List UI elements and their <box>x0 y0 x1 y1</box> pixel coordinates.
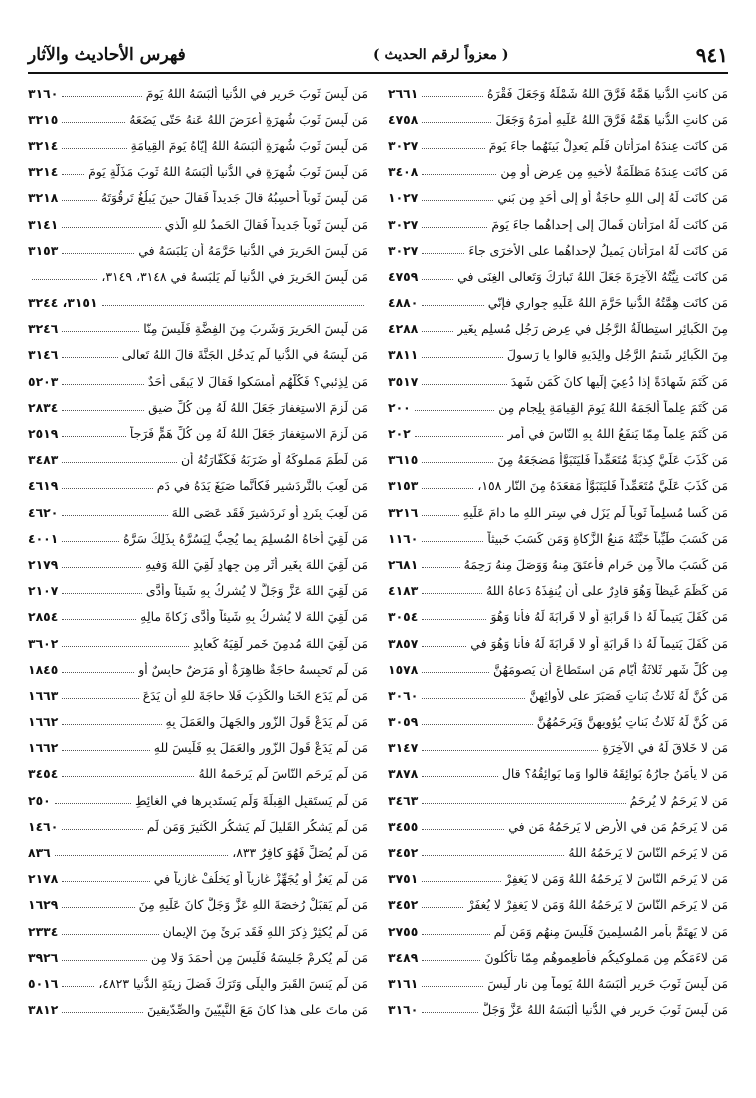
index-entry <box>28 866 368 892</box>
hadith-number: ٤٦٢٠ <box>28 504 59 520</box>
leader-dots <box>62 1012 143 1013</box>
leader-dots <box>62 357 117 358</box>
entry-text: مَن كانَت لَهُ امرَأتانِ فَمالَ إلى إحداهُما جاءَ يَومَ <box>491 216 728 232</box>
entry-text: مَن لا يَرحَمُ مَن في الأرضِ لا يَرحَمُهُ مَن في <box>508 818 728 834</box>
hadith-number: ٣٤٨٩ <box>388 949 419 965</box>
index-entry <box>28 682 368 708</box>
entry-text: مَن لَم يَنسَ القَبرَ والبِلَى وَتَرَكَ فَضلَ زينَةِ الدُّنيا ٤٨٢٣، <box>98 975 368 991</box>
leader-dots <box>415 436 504 437</box>
entry-text: مَن كَفَلَ يَتيماً لَهُ ذا قَرابَةٍ أو لا قَرابَةَ لَهُ فأنا وَهُوَ في <box>470 635 728 651</box>
entry-text: مَن لا يَرحَمِ النّاسَ لا يَرحَمُهُ اللهُ وَمَن لا يَغفِرْ لا يُغفَرْ <box>467 897 728 913</box>
index-entry <box>388 80 728 106</box>
index-entry <box>28 918 368 944</box>
index-entry <box>28 447 368 473</box>
index-entry <box>28 159 368 185</box>
index-entry <box>28 368 368 394</box>
leader-dots <box>62 462 177 463</box>
hadith-number: ٤٦١٩ <box>28 478 59 494</box>
index-entry <box>388 918 728 944</box>
hadith-number: ٢٣٣٤ <box>28 923 59 939</box>
leader-dots <box>62 672 134 673</box>
hadith-number: ٣١٦١ <box>388 975 419 991</box>
index-entry <box>388 499 728 525</box>
entry-text: مِنَ الكَبائِرِ استِطالَةُ الرَّجُلِ في عِرضِ رَجُلٍ مُسلِمٍ بِغَيرِ <box>457 321 728 337</box>
hadith-number: ٣٠٥٩ <box>388 714 419 730</box>
index-entry <box>388 420 728 446</box>
hadith-number: ٣٢١٨ <box>28 190 59 206</box>
leader-dots <box>62 488 152 489</box>
leader-dots <box>422 698 525 699</box>
leader-dots <box>422 122 491 123</box>
hadith-number: ٢٧٥٥ <box>388 923 419 939</box>
entry-text: مَن لَقِيَ اللهَ عَزَّ وَجَلَّ لا يُشرِكُ بِهِ شَيئاً وأدَّى <box>145 583 368 599</box>
hadith-number: ٢٦٨١ <box>388 556 419 572</box>
leader-dots <box>62 619 136 620</box>
entry-text: مَن لَعِبَ بِنَردٍ أو نَردَشيرَ فَقَد عَصَى اللهَ <box>171 504 368 520</box>
leader-dots <box>62 698 138 699</box>
entry-text: مَن لَبِسَ ثَوبَ شُهرَةٍ أعرَضَ اللهُ عَنهُ حَتّى يَضَعَهُ <box>129 111 368 127</box>
entry-text: مَن كَتَمَ عِلماً ألجَمَهُ اللهُ يَومَ القِيامَةِ بِلِجامٍ مِن <box>498 399 728 415</box>
index-entry <box>388 578 728 604</box>
hadith-number: ٣٦٠٢ <box>28 635 59 651</box>
entry-text: مَن لَم يُكثِرْ ذِكرَ اللهِ فَقَد بَرِئَ مِنَ الإيمانِ <box>162 923 368 939</box>
entry-text: مَن لَبِسَ الحَريرَ في الدُّنيا لَم يَلبَسهُ في ٣١٤٨، ٣١٤٩، <box>101 268 368 284</box>
leader-dots <box>422 960 480 961</box>
entry-text: مَن كَتَمَ عِلماً مِمّا يَنفَعُ اللهُ بِهِ النّاسَ في أمرِ <box>507 426 728 442</box>
hadith-number: ٢١٧٨ <box>28 871 59 887</box>
hadith-number: ٣١٥٣ <box>28 242 59 258</box>
hadith-number: ١٨٤٥ <box>28 661 59 677</box>
leader-dots <box>415 410 495 411</box>
hadith-number: ١٠٢٧ <box>388 190 419 206</box>
entry-text: مَن لَم يَدَعْ قَولَ الزّورِ والجَهلَ والعَمَلَ بِهِ <box>165 714 368 730</box>
index-entry <box>388 525 728 551</box>
leader-dots <box>422 96 483 97</box>
entry-text: مَن لَم يُكرِمْ جَليسَهُ فَلَيسَ مِن أحمَدَ وَلا مِن <box>150 949 368 965</box>
hadith-number: ٢٦٦١ <box>388 85 419 101</box>
hadith-number: ٣٨١١ <box>388 347 419 363</box>
entry-text: مَن لَبِسَ ثَوباً جَديداً فَقالَ الحَمدُ للهِ الّذي <box>164 216 368 232</box>
leader-dots <box>62 829 143 830</box>
index-entry <box>388 237 728 263</box>
leader-dots <box>422 672 489 673</box>
entry-text: مَن لَبِسَ ثَوبَ حَريرٍ ألبَسَهُ اللهُ يَوماً مِن نارٍ لَيسَ <box>487 975 728 991</box>
leader-dots <box>422 357 503 358</box>
index-entry <box>388 813 728 839</box>
leader-dots <box>62 724 161 725</box>
entry-text: مَن لَم يَقبَلْ رُخصَةَ اللهِ عَزَّ وَجَلَّ كانَ عَلَيهِ مِنَ <box>138 897 368 913</box>
entry-text: مَن لَم يَغزُ أو يُجَهِّزْ غازياً أو يَخلُفْ غازياً في <box>153 871 368 887</box>
hadith-number: ٣٤٥٢ <box>388 897 419 913</box>
index-entry <box>28 473 368 499</box>
leader-dots <box>55 855 228 856</box>
hadith-number: ٣٨٧٨ <box>388 766 419 782</box>
index-entry <box>388 368 728 394</box>
hadith-number: ٥٢٠٣ <box>28 373 59 389</box>
hadith-number: ٣٤٠٨ <box>388 164 419 180</box>
leader-dots <box>422 934 489 935</box>
entry-text: مَن لَم تَحبِسهُ حاجَةٌ ظاهِرَةٌ أو مَرَضٌ حابِسٌ أو <box>138 661 368 677</box>
hadith-number: ٣٢١٤ <box>28 137 59 153</box>
index-entry <box>28 420 368 446</box>
running-title: فهرس الأحاديث والآثار <box>28 45 186 65</box>
index-entry <box>388 709 728 735</box>
leader-dots <box>422 305 483 306</box>
index-entry <box>388 394 728 420</box>
entry-text: مَن كَذَبَ عَلَيَّ مُتَعَمِّداً فَليَتَبَوَّأ مَقعَدَهُ مِنَ النّارِ ١٥٨، <box>477 478 728 494</box>
index-entry <box>388 263 728 289</box>
entry-text: مَن لَبِسَ الحَريرَ وَشَرِبَ مِنَ الفِضَّةِ فَلَيسَ مِنّا <box>143 321 368 337</box>
index-entry <box>388 761 728 787</box>
index-entry <box>28 892 368 918</box>
index-entry <box>388 447 728 473</box>
page-header <box>28 40 728 70</box>
hadith-number: ٢٨٥٤ <box>28 609 59 625</box>
leader-dots <box>55 803 131 804</box>
hadith-number: ٣٤٥٥ <box>388 818 419 834</box>
entry-text: مَن لَم يَدَعْ قَولَ الزّورِ والعَمَلَ بِهِ فَلَيسَ للهِ <box>153 740 368 756</box>
leader-dots <box>422 200 493 201</box>
entry-text: مَن ماتَ على هذا كانَ مَعَ النَّبِيّينَ والصِّدّيقينَ <box>147 1002 368 1018</box>
hadith-number: ١٦٦٣ <box>28 687 59 703</box>
entry-text: مَن كانَت نِيَّتُهُ الآخِرَةَ جَعَلَ اللهُ تَبارَكَ وَتَعالى الغِنَى في <box>457 268 728 284</box>
index-entry <box>388 342 728 368</box>
entry-text: مَن لَزِمَ الاستِغفارَ جَعَلَ اللهُ لَهُ مِن كُلِّ ضيقٍ <box>148 399 368 415</box>
index-entry <box>28 578 368 604</box>
hadith-number: ٣١٥١، ٣٢٤٤ <box>28 295 98 311</box>
leader-dots <box>422 829 504 830</box>
index-entry <box>28 211 368 237</box>
hadith-number: ٤٧٥٩ <box>388 268 419 284</box>
entry-text: مَن لَبِسَ الحَريرَ في الدُّنيا حَرَّمَهُ أن يَلبَسَهُ في <box>138 242 368 258</box>
hadith-number: ٣٥١٧ <box>388 373 419 389</box>
hadith-number: ٣٠٢٧ <box>388 137 419 153</box>
leader-dots <box>62 750 150 751</box>
entry-text: مِن كُلِّ شَهرٍ ثَلاثَةُ أيّامٍ مَنِ استَطاعَ أن يَصومَهُنَّ <box>493 661 728 677</box>
leader-dots <box>62 410 144 411</box>
hadith-number: ١١٦٠ <box>388 530 419 546</box>
left-column <box>28 80 378 1080</box>
index-entry <box>388 682 728 708</box>
hadith-number: ٣١٦٠ <box>388 1002 419 1018</box>
index-entry <box>388 630 728 656</box>
leader-dots <box>62 934 158 935</box>
entry-text: مَن لا خَلاقَ لَهُ في الآخِرَةِ <box>602 740 728 756</box>
hadith-number: ٢٠٢ <box>388 426 411 442</box>
index-entry <box>388 866 728 892</box>
index-entry <box>28 106 368 132</box>
entry-text: مَن لا يَرحَمُ لا يُرحَمُ <box>629 792 728 808</box>
index-entry <box>388 473 728 499</box>
entry-text: مَن كانَت لَهُ إلى اللهِ حاجَةٌ أو إلى أحَدٍ مِن بَني <box>497 190 728 206</box>
leader-dots <box>62 960 147 961</box>
entry-text: مَن كانتِ الدُّنيا هَمَّهُ فَرَّقَ اللهُ عَلَيهِ أمرَهُ وَجَعَلَ <box>495 111 728 127</box>
index-entry <box>28 80 368 106</box>
leader-dots <box>422 567 459 568</box>
hadith-number: ٣٤٨٣ <box>28 452 59 468</box>
hadith-number: ٣٠٢٧ <box>388 242 419 258</box>
hadith-number: ٣١٤٧ <box>388 740 419 756</box>
hadith-number: ٣٤٥٤ <box>28 766 59 782</box>
index-entry <box>28 499 368 525</box>
index-entry <box>388 316 728 342</box>
leader-dots <box>422 646 466 647</box>
hadith-number: ١٦٢٩ <box>28 897 59 913</box>
index-entry <box>388 735 728 761</box>
hadith-number: ٣٨١٢ <box>28 1002 59 1018</box>
entry-text: مَن لا يَهتَمَّ بأمرِ المُسلِمينَ فَلَيسَ مِنهُم وَمَن لَم <box>493 923 728 939</box>
leader-dots <box>62 776 194 777</box>
entry-text: مَن لَم يَشكُرِ القَليلَ لَم يَشكُرِ الكَثيرَ وَمَن لَم <box>146 818 368 834</box>
entry-text: مَن لَم يَرحَمِ النّاسَ لَم يَرحَمهُ اللهُ <box>198 766 368 782</box>
entry-text: مَن لا يأمَنُ جارُهُ بَوائِقَهُ قالوا وَما بَوائِقُهُ؟ قال <box>501 766 728 782</box>
entry-text: مَن لَقِيَ اللهَ بِغَيرِ أثَرٍ مِن جِهادٍ لَقِيَ اللهَ وَفيهِ <box>145 556 368 572</box>
hadith-number: ٣١٤٦ <box>28 347 59 363</box>
hadith-number: ٤٢٨٨ <box>388 321 419 337</box>
index-entry <box>28 813 368 839</box>
leader-dots <box>422 750 598 751</box>
hadith-number: ٢١٠٧ <box>28 583 59 599</box>
entry-text: مَن كانَت عِندَهُ امرَأتانِ فَلَم يَعدِلْ بَينَهُما جاءَ يَومَ <box>488 137 728 153</box>
index-entry <box>388 997 728 1023</box>
leader-dots <box>62 646 189 647</box>
entry-text: مَن لَبِسَ ثَوبَ شُهرَةٍ ألبَسَهُ اللهُ إيّاهُ يَومَ القِيامَةِ <box>130 137 368 153</box>
entry-text: مَن كُنَّ لَهُ ثَلاثُ بَناتٍ فَصَبَرَ على لأوائِهِنَّ <box>529 687 728 703</box>
index-entry <box>28 551 368 577</box>
leader-dots <box>62 541 119 542</box>
index-entry <box>388 944 728 970</box>
leader-dots <box>62 593 142 594</box>
leader-dots <box>422 253 464 254</box>
leader-dots <box>62 148 126 149</box>
entry-text: مَن كَظَمَ غَيظاً وَهُوَ قادِرٌ على أن يُنفِذَهُ دَعاهُ اللهُ <box>485 583 728 599</box>
entry-text: مَن كَذَبَ عَلَيَّ كِذبَةً مُتَعَمِّداً فَليَتَبَوَّأ مَضجَعَهُ مِنَ <box>497 452 728 468</box>
entry-text: مَن لا يَرحَمِ النّاسَ لا يَرحَمُهُ اللهُ وَمَن لا يَغفِرْ <box>504 871 728 887</box>
entry-text: مَن لَم يَدَعِ الخَنا والكَذِبَ فَلا حاجَةَ للهِ أن يَدَعَ <box>142 687 368 703</box>
leader-dots <box>62 96 141 97</box>
index-entry <box>388 185 728 211</box>
hadith-number: ٥٠١٦ <box>28 975 59 991</box>
hadith-number: ٤٠٠١ <box>28 530 59 546</box>
leader-dots <box>102 305 364 306</box>
entry-text: مَن لَطَمَ مَملوكَهُ أو ضَرَبَهُ فَكَفّارَتُهُ أن <box>180 452 368 468</box>
entry-text: مَن لَم يَستَقبِلِ القِبلَةَ وَلَم يَستَدبِرها في الغائِطِ <box>134 792 368 808</box>
index-entry <box>28 970 368 996</box>
hadith-number: ٢١٧٩ <box>28 556 59 572</box>
running-subtitle: ( معزواً لرقم الحديث ) <box>372 47 509 63</box>
leader-dots <box>422 227 487 228</box>
index-entry <box>28 263 368 289</box>
right-column <box>378 80 728 1080</box>
index-entry <box>28 394 368 420</box>
hadith-number: ٣٢٤٦ <box>28 321 59 337</box>
index-entry <box>28 132 368 158</box>
index-columns <box>28 80 728 1080</box>
hadith-number: ٣٢١٥ <box>28 111 59 127</box>
leader-dots <box>62 436 126 437</box>
entry-text: مَن كانَت عِندَهُ مَظلَمَةٌ لأخيهِ مِن عِرضٍ أو مِن <box>500 164 728 180</box>
leader-dots <box>62 331 139 332</box>
index-entry <box>28 185 368 211</box>
index-entry <box>388 132 728 158</box>
entry-text: مَن كَسا مُسلِماً ثَوباً لَم يَزَل في سِترِ اللهِ ما دامَ عَلَيهِ <box>462 504 728 520</box>
leader-dots <box>422 724 532 725</box>
index-entry <box>28 525 368 551</box>
leader-dots <box>62 122 125 123</box>
leader-dots <box>62 881 150 882</box>
index-entry <box>28 761 368 787</box>
leader-dots <box>62 515 167 516</box>
entry-text: مَن لَبِسَ ثَوبَ حَريرٍ في الدُّنيا ألبَسَهُ اللهُ يَومَ <box>145 85 368 101</box>
entry-text: مَن كانَت هِمَّتُهُ الدُّنيا حَرَّمَ اللهُ عَلَيهِ جِواري فإنّي <box>487 295 728 311</box>
leader-dots <box>422 174 496 175</box>
hadith-number: ٢٥١٩ <box>28 426 59 442</box>
entry-text: مَن كَسَبَ مالاً مِن حَرامٍ فأعتَقَ مِنهُ وَوَصَلَ مِنهُ رَحِمَهُ <box>463 556 728 572</box>
leader-dots <box>422 1012 478 1013</box>
hadith-number: ٣٤٥٢ <box>388 845 419 861</box>
page-number: ٩٤١ <box>695 43 728 67</box>
index-entry <box>28 997 368 1023</box>
index-entry <box>28 342 368 368</box>
hadith-number: ٣٢١٤ <box>28 164 59 180</box>
index-entry <box>388 106 728 132</box>
entry-text: مَن لَقِيَ اللهَ مُدمِنَ خَمرٍ لَقِيَهُ كَعابِدِ <box>193 635 368 651</box>
hadith-number: ٢٠٠ <box>388 399 411 415</box>
hadith-number: ١٥٧٨ <box>388 661 419 677</box>
index-entry <box>388 892 728 918</box>
index-entry <box>388 970 728 996</box>
leader-dots <box>62 907 134 908</box>
hadith-number: ١٦٦٢ <box>28 714 59 730</box>
hadith-number: ٣٨٥٧ <box>388 635 419 651</box>
hadith-number: ٣٧٥١ <box>388 871 419 887</box>
leader-dots <box>62 986 94 987</box>
index-entry <box>388 159 728 185</box>
leader-dots <box>422 881 501 882</box>
entry-text: مَن كَسَبَ طَيِّباً خَبَّثَهُ مَنعُ الزَّكاةِ وَمَن كَسَبَ خَبيثاً <box>487 530 728 546</box>
index-entry <box>28 709 368 735</box>
index-entry <box>28 787 368 813</box>
leader-dots <box>422 855 564 856</box>
entry-text: مَن لَبِسَهُ في الدُّنيا لَم يَدخُلِ الجَنَّةَ قالَ اللهُ تَعالى <box>121 347 368 363</box>
entry-text: مَن لَبِسَ ثَوباً أحسِبُهُ قالَ جَديداً فَقالَ حينَ يَبلُغُ تَرقُوَتَهُ <box>100 190 368 206</box>
hadith-number: ٣١٦٠ <box>28 85 59 101</box>
hadith-number: ٤٨٨٠ <box>388 295 419 311</box>
leader-dots <box>422 776 498 777</box>
entry-text: مَن كانَت لَهُ امرَأتانِ يَميلُ لإحداهُما على الأُخرَى جاءَ <box>468 242 728 258</box>
entry-text: مَن لا يَرحَمِ النّاسَ لا يَرحَمُهُ اللهُ <box>568 845 728 861</box>
index-entry <box>28 316 368 342</box>
leader-dots <box>422 331 453 332</box>
hadith-number: ٣١٥٣ <box>388 478 419 494</box>
entry-text: مَن لَزِمَ الاستِغفارَ جَعَلَ اللهُ لَهُ مِن كُلِّ هَمٍّ فَرَجاً <box>129 426 368 442</box>
hadith-number: ٤١٨٣ <box>388 583 419 599</box>
hadith-number: ٣٠٢٧ <box>388 216 419 232</box>
entry-text: مَن لَم يُصَلِّ فَهُوَ كافِرٌ ٨٣٣، <box>232 845 368 861</box>
index-entry <box>388 839 728 865</box>
leader-dots <box>32 279 97 280</box>
leader-dots <box>422 515 458 516</box>
leader-dots <box>422 541 483 542</box>
index-page <box>28 40 728 1080</box>
hadith-number: ١٦٦٢ <box>28 740 59 756</box>
hadith-number: ٤٧٥٨ <box>388 111 419 127</box>
leader-dots <box>422 907 463 908</box>
leader-dots <box>422 986 483 987</box>
index-entry <box>388 656 728 682</box>
leader-dots <box>62 384 144 385</box>
entry-text: مَن لَقِيَ اللهَ لا يُشرِكُ بِهِ شَيئاً وأدَّى زَكاةَ مالِهِ <box>140 609 368 625</box>
index-entry <box>28 735 368 761</box>
header-rule <box>28 72 728 74</box>
leader-dots <box>62 200 97 201</box>
entry-text: مَن لَقِيَ أخاهُ المُسلِمَ بِما يُحِبُّ لِيَسُرَّهُ بِذَلِكَ سَرَّهُ <box>123 530 368 546</box>
index-entry <box>28 839 368 865</box>
entry-text: مِنَ الكَبائِرِ شَتمُ الرَّجُلِ والِدَيهِ قالوا يا رَسولَ <box>506 347 728 363</box>
index-entry <box>28 290 368 316</box>
leader-dots <box>422 462 493 463</box>
leader-dots <box>422 593 482 594</box>
leader-dots <box>62 567 141 568</box>
index-entry <box>28 656 368 682</box>
entry-text: مَن كَتَمَ شَهادَةً إذا دُعِيَ إلَيها كانَ كَمَن شَهِدَ <box>510 373 728 389</box>
entry-text: مَن كَفَلَ يَتيماً لَهُ ذا قَرابَةٍ أو لا قَرابَةَ لَهُ فأنا وَهُوَ <box>490 609 728 625</box>
hadith-number: ١٤٦٠ <box>28 818 59 834</box>
index-entry <box>388 551 728 577</box>
hadith-number: ٢٥٠ <box>28 792 51 808</box>
leader-dots <box>62 174 84 175</box>
leader-dots <box>422 279 453 280</box>
entry-text: مَن كانتِ الدُّنيا هَمَّهُ فَرَّقَ اللهُ شَمْلَهُ وَجَعَلَ فَقْرَهُ <box>486 85 728 101</box>
hadith-number: ٣٢١٦ <box>388 504 419 520</box>
hadith-number: ٣٦١٥ <box>388 452 419 468</box>
index-entry <box>28 237 368 263</box>
entry-text: مَن لَبِسَ ثَوبَ حَريرٍ في الدُّنيا ألبَسَهُ اللهُ عَزَّ وَجَلَّ <box>482 1002 728 1018</box>
index-entry <box>388 787 728 813</box>
hadith-number: ٣٤٦٣ <box>388 792 419 808</box>
hadith-number: ٣٠٦٠ <box>388 687 419 703</box>
entry-text: مَن كُنَّ لَهُ ثَلاثُ بَناتٍ يُؤويهِنَّ وَيَرحَمُهُنَّ <box>536 714 728 730</box>
entry-text: مَن لَعِبَ بالنَّردَشيرِ فَكأنَّما صَبَغَ يَدَهُ في دَمٍ <box>156 478 368 494</box>
hadith-number: ٣٠٥٤ <box>388 609 419 625</box>
entry-text: مَن لاءَمَكُم مِن مَملوكيكُم فأطعِموهُم مِمّا تأكُلونَ <box>484 949 728 965</box>
leader-dots <box>422 384 506 385</box>
entry-text: مَن لِذِئبي؟ فَكُلُّهُم أمسَكوا فَقالَ لا يَبقَى أحَدٌ <box>147 373 368 389</box>
leader-dots <box>422 619 486 620</box>
hadith-number: ٢٨٣٤ <box>28 399 59 415</box>
hadith-number: ٨٣٦ <box>28 845 51 861</box>
index-entry <box>28 604 368 630</box>
leader-dots <box>422 148 484 149</box>
leader-dots <box>62 253 134 254</box>
entry-text: مَن لَبِسَ ثَوبَ شُهرَةٍ في الدُّنيا ألبَسَهُ اللهُ ثَوبَ مَذَلَّةٍ يَومَ <box>88 164 368 180</box>
leader-dots <box>422 488 473 489</box>
index-entry <box>388 604 728 630</box>
index-entry <box>388 290 728 316</box>
leader-dots <box>422 803 625 804</box>
leader-dots <box>62 227 160 228</box>
hadith-number: ٣١٤١ <box>28 216 59 232</box>
index-entry <box>28 944 368 970</box>
index-entry <box>388 211 728 237</box>
index-entry <box>28 630 368 656</box>
hadith-number: ٣٩٢٦ <box>28 949 59 965</box>
